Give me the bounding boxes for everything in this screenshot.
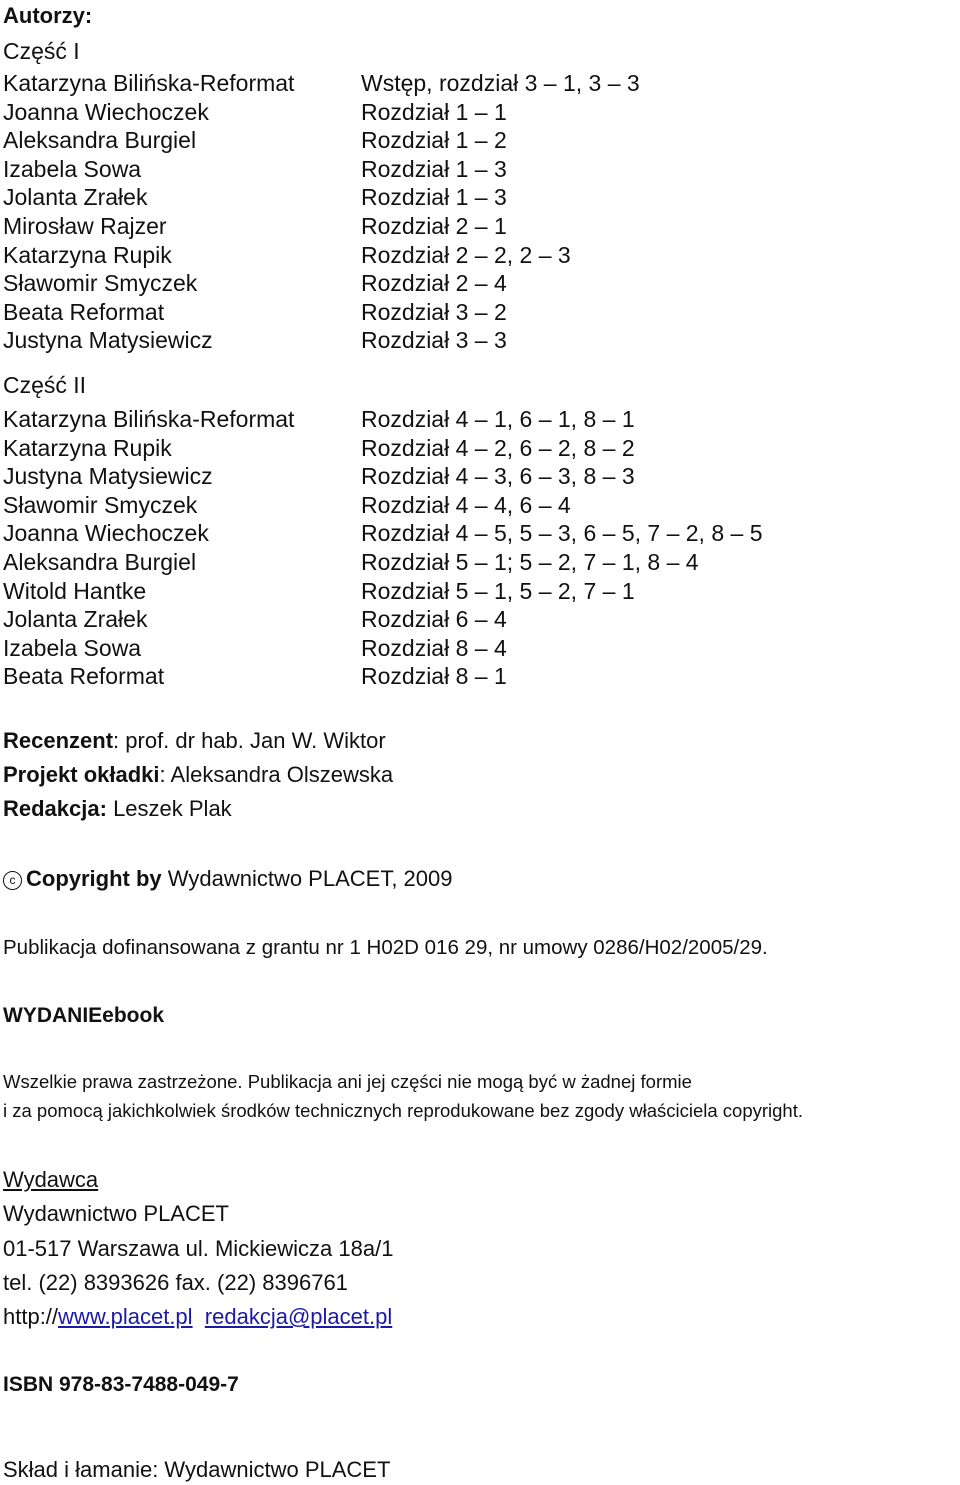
author-chapters: Rozdział 1 – 1 [361,98,507,125]
author-row [3,155,640,184]
publisher-links [3,1300,393,1334]
author-name: Witold Hantke [3,577,147,604]
author-name: Katarzyna Bilińska-Reformat [3,70,295,96]
author-row [3,434,763,463]
author-chapters: Rozdział 3 – 2 [361,298,507,325]
author-name: Joanna Wiechoczek [3,520,209,547]
author-name: Aleksandra Burgiel [3,127,197,154]
author-chapters: Wstęp, rozdział 3 – 1, 3 – 3 [361,70,640,96]
publisher-heading: Wydawca [3,1167,99,1192]
author-row [3,405,763,434]
author-name: Izabela Sowa [3,155,142,182]
author-name: Joanna Wiechoczek [3,98,209,125]
part-2-authors-list [3,405,763,691]
author-name: Beata Reformat [3,298,165,325]
cover-design-label: Projekt okładki [3,762,160,787]
author-chapters: Rozdział 5 – 1, 5 – 2, 7 – 1 [361,577,635,604]
copyright-icon: c [3,871,22,890]
author-name: Katarzyna Bilińska-Reformat [3,406,295,432]
author-row [3,519,763,548]
reviewer-value: : prof. dr hab. Jan W. Wiktor [113,728,386,753]
cover-design-value: : Aleksandra Olszewska [159,762,394,787]
author-chapters: Rozdział 6 – 4 [361,606,507,633]
author-name: Beata Reformat [3,663,165,690]
isbn: ISBN 978-83-7488-049-7 [3,1373,239,1396]
author-row [3,183,640,212]
rights-notice [3,1067,803,1125]
url-prefix: http:// [3,1304,59,1330]
author-name: Justyna Matysiewicz [3,327,213,354]
author-name: Katarzyna Rupik [3,434,172,461]
author-chapters: Rozdział 2 – 1 [361,212,507,239]
copyright-holder: Wydawnictwo PLACET, 2009 [161,866,453,891]
editing-value: Leszek Plak [106,796,232,821]
author-name: Katarzyna Rupik [3,241,172,268]
author-chapters: Rozdział 1 – 2 [361,127,507,154]
author-row [3,126,640,155]
author-row [3,298,640,327]
author-row [3,212,640,241]
author-row [3,98,640,127]
author-row [3,326,640,355]
publisher-block [3,1163,393,1334]
author-chapters: Rozdział 1 – 3 [361,155,507,182]
reviewer-line [3,728,386,754]
author-chapters: Rozdział 2 – 2, 2 – 3 [361,241,571,268]
email-link[interactable]: redakcja@placet.pl [204,1304,393,1330]
author-chapters: Rozdział 4 – 1, 6 – 1, 8 – 1 [361,406,635,432]
authors-heading: Autorzy: [3,3,93,28]
author-name: Izabela Sowa [3,634,142,661]
typesetting-credit: Skład i łamanie: Wydawnictwo PLACET [3,1457,391,1482]
author-chapters: Rozdział 3 – 3 [361,327,507,354]
author-name: Sławomir Smyczek [3,270,198,297]
author-chapters: Rozdział 2 – 4 [361,270,507,297]
author-row [3,577,763,606]
author-chapters: Rozdział 4 – 3, 6 – 3, 8 – 3 [361,463,635,490]
author-row [3,605,763,634]
author-name: Jolanta Zrałek [3,184,148,211]
author-row [3,548,763,577]
part-1-label: Część I [3,38,80,64]
copyright-line [3,866,453,892]
author-row [3,462,763,491]
author-chapters: Rozdział 8 – 1 [361,663,507,690]
part-1-authors-list [3,69,640,355]
publication-note: Publikacja dofinansowana z grantu nr 1 H02D 016 29, nr umowy 0286/H02/2005/29. [3,936,768,959]
author-chapters: Rozdział 4 – 5, 5 – 3, 6 – 5, 7 – 2, 8 – 5 [361,520,763,547]
author-name: Sławomir Smyczek [3,491,198,518]
publisher-phone: tel. (22) 8393626 fax. (22) 8396761 [3,1269,348,1295]
author-name: Mirosław Rajzer [3,212,167,239]
author-chapters: Rozdział 4 – 4, 6 – 4 [361,491,571,518]
author-row [3,269,640,298]
author-name: Aleksandra Burgiel [3,548,197,575]
rights-line-2: i za pomocą jakichkolwiek środków technicznych reprodukowane bez zgody właściciela copyright. [3,1100,803,1121]
edition-label: WYDANIEebook [3,1004,165,1027]
publisher-name: Wydawnictwo PLACET [3,1201,229,1227]
author-chapters: Rozdział 5 – 1; 5 – 2, 7 – 1, 8 – 4 [361,548,699,575]
copyright-label: Copyright by [26,866,162,891]
cover-design-line [3,762,393,788]
author-chapters: Rozdział 8 – 4 [361,634,507,661]
author-chapters: Rozdział 1 – 3 [361,184,507,211]
author-row [3,662,763,691]
author-row [3,491,763,520]
part-2-label: Część II [3,372,87,398]
author-name: Jolanta Zrałek [3,606,148,633]
author-chapters: Rozdział 4 – 2, 6 – 2, 8 – 2 [361,434,635,461]
author-name: Justyna Matysiewicz [3,463,213,490]
reviewer-label: Recenzent [3,728,114,753]
rights-line-1: Wszelkie prawa zastrzeżone. Publikacja ani jej części nie mogą być w żadnej formie [3,1071,692,1092]
publisher-address: 01-517 Warszawa ul. Mickiewicza 18a/1 [3,1235,394,1261]
author-row [3,69,640,98]
author-row [3,634,763,663]
editing-label: Redakcja: [3,796,107,821]
website-link[interactable]: www.placet.pl [58,1304,193,1330]
author-row [3,241,640,270]
editing-line [3,796,232,822]
